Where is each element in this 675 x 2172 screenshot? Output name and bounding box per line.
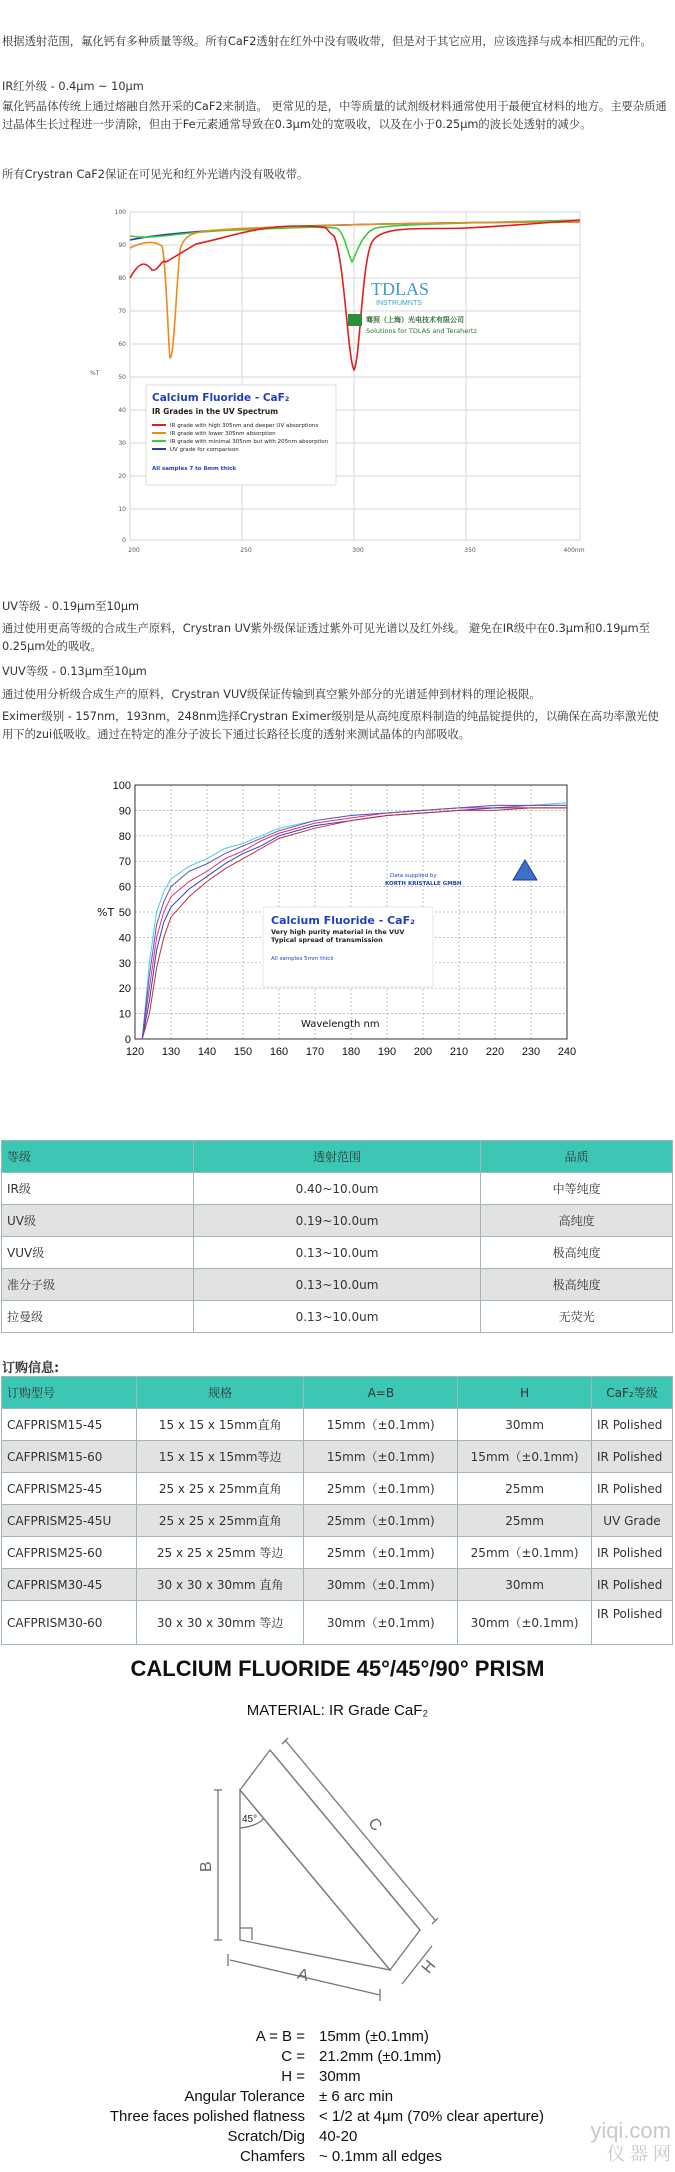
company-slogan: Solutions for TDLAS and Terahertz — [366, 327, 477, 335]
chart1-xtick: 250 — [240, 547, 252, 554]
spec-key: A = B = — [255, 2028, 305, 2045]
spec-row — [0, 2108, 675, 2128]
chart1-ytick: 70 — [118, 308, 126, 315]
legend-entry: IR grade with lower 305nm absorption — [170, 431, 276, 437]
chart2-xtick: 140 — [197, 1046, 217, 1058]
table-header-row — [2, 1377, 673, 1409]
h-cell: 30mm（±0.1mm) — [458, 1601, 592, 1645]
legend-entry: IR grade with minimal 305nm but with 205nm absorption — [170, 439, 329, 445]
range-cell: 0.13~10.0um — [193, 1269, 481, 1301]
chart2-xtick: 150 — [233, 1046, 253, 1058]
quality-cell: 无荧光 — [481, 1301, 673, 1333]
eximer-grade-paragraph: Eximer级别 - 157nm，193nm，248nm选择Crystran Eximer级别是从高纯度原料制造的纯晶锭提供的，以确保在高功率激光使用下的zui低吸收。通过在特定的准分子波长下通过长路径长度的透射来测试晶体的内部吸收。 — [2, 710, 659, 741]
grade-cell: UV级 — [2, 1205, 194, 1237]
chart2-ytick: 0 — [124, 1034, 131, 1046]
chart1-legend-box — [146, 385, 336, 485]
chart2-xtick: 170 — [305, 1046, 325, 1058]
intro-paragraph: 根据透射范围，氟化钙有多种质量等级。所有CaF2透射在红外中没有吸收带，但是对于其它应用，应该选择与成本相匹配的元件。 — [2, 35, 652, 48]
prism-label-b: B — [198, 1861, 215, 1872]
table-header-cell: 等级 — [2, 1141, 194, 1173]
caf2-grade-cell: IR Polished — [592, 1473, 673, 1505]
table-header-cell: CaF₂等级 — [592, 1377, 673, 1409]
spec-cell: 30 x 30 x 30mm 直角 — [136, 1569, 304, 1601]
spec-value: < 1/2 at 4μm (70% clear aperture) — [319, 2108, 544, 2125]
chart1-xtick: 200 — [128, 547, 140, 554]
chart2-ytick: 30 — [118, 957, 131, 970]
part-number-cell: CAFPRISM15-60 — [2, 1441, 137, 1473]
prism-diagram — [170, 1740, 470, 2020]
table-header-cell: 订购型号 — [2, 1377, 137, 1409]
prism-front-face — [240, 1790, 390, 1970]
caf2-grade-cell: UV Grade — [592, 1505, 673, 1537]
chart1-xtick: 350 — [464, 547, 476, 554]
table-row — [2, 1269, 673, 1301]
spec-row — [0, 2028, 675, 2048]
chart2-ytick: 70 — [118, 856, 131, 869]
chart2-subtitle-line: Typical spread of transmission — [271, 936, 383, 944]
spec-value: ± 6 arc min — [319, 2088, 394, 2105]
order-info-title: 订购信息: — [2, 1361, 60, 1376]
spec-key: C = — [281, 2048, 305, 2065]
chart2-xtick: 180 — [341, 1046, 361, 1058]
grade-cell: 拉曼级 — [2, 1301, 194, 1333]
chart2-xtick: 130 — [161, 1046, 181, 1058]
chart1-ytick: 0 — [122, 537, 126, 544]
spec-key: Scratch/Dig — [227, 2128, 305, 2145]
prism-angle-label: 45° — [242, 1814, 258, 1825]
chart1-ytick: 50 — [118, 374, 126, 381]
quality-cell: 极高纯度 — [481, 1269, 673, 1301]
table-header-cell: H — [458, 1377, 592, 1409]
chart2-legend-box — [263, 907, 433, 987]
chart2-xtick: 160 — [269, 1046, 289, 1058]
spec-row — [0, 2048, 675, 2068]
brand-subname: INSTRUMNTS — [376, 300, 422, 307]
chart1-ylabel: %T — [90, 370, 100, 377]
chart1-xtick: 400nm — [563, 547, 585, 554]
spec-row — [0, 2068, 675, 2088]
chart1-subtitle: IR Grades in the UV Spectrum — [152, 407, 279, 416]
part-number-cell: CAFPRISM25-45 — [2, 1473, 137, 1505]
table-row — [2, 1301, 673, 1333]
quality-cell: 极高纯度 — [481, 1237, 673, 1269]
range-cell: 0.13~10.0um — [193, 1301, 481, 1333]
table-row — [2, 1601, 673, 1645]
chart2-xtick: 210 — [449, 1046, 469, 1058]
chart2-ylabel: %T — [97, 906, 115, 919]
ab-cell: 15mm（±0.1mm) — [304, 1441, 458, 1473]
spec-cell: 30 x 30 x 30mm 等边 — [136, 1601, 304, 1645]
chart1-ytick: 60 — [118, 341, 126, 348]
brand-name: TDLAS — [371, 279, 429, 299]
chart2-xlabel: Wavelength nm — [301, 1019, 380, 1030]
chart2-ytick: 40 — [118, 932, 131, 945]
spec-value: 40-20 — [319, 2128, 358, 2145]
company-logo-icon — [348, 314, 362, 326]
prism-label-c: C — [364, 1814, 385, 1835]
caf2-grade-cell: IR Polished — [592, 1537, 673, 1569]
caf2-grade-cell: IR Polished — [592, 1601, 673, 1645]
spec-key: Chamfers — [239, 2148, 305, 2165]
quality-cell: 中等纯度 — [481, 1173, 673, 1205]
grades-table — [1, 1140, 673, 1333]
chart2-xtick: 240 — [557, 1046, 577, 1058]
table-row — [2, 1237, 673, 1269]
spec-cell: 15 x 15 x 15mm等边 — [136, 1441, 304, 1473]
chart1-note: All samples 7 to 8mm thick — [152, 466, 237, 472]
spec-key: H = — [281, 2068, 305, 2085]
spec-cell: 25 x 25 x 25mm直角 — [136, 1505, 304, 1537]
ir-grade-paragraph: 氟化钙晶体传统上通过熔融自然开采的CaF2来制造。 更常见的是，中等质量的试剂级材料通常使用于最便宜材料的地方。主要杂质通过晶体生长过程进一步清除，但由于Fe元素通常导致在0.3μm处的宽吸收，以及在小于0.25μm的波长处透射的减少。 — [2, 100, 667, 131]
ab-cell: 25mm（±0.1mm) — [304, 1537, 458, 1569]
part-number-cell: CAFPRISM15-45 — [2, 1409, 137, 1441]
spec-cell: 25 x 25 x 25mm直角 — [136, 1473, 304, 1505]
vuv-grade-heading: VUV等级 - 0.13μm至10μm — [2, 665, 147, 678]
table-header-row — [2, 1141, 673, 1173]
chart1-ytick: 10 — [118, 506, 126, 513]
chart1-ytick: 90 — [118, 242, 126, 249]
part-number-cell: CAFPRISM30-60 — [2, 1601, 137, 1645]
spec-key: Angular Tolerance — [184, 2088, 305, 2105]
spec-value: 15mm (±0.1mm) — [319, 2028, 429, 2045]
table-row — [2, 1441, 673, 1473]
ab-cell: 30mm（±0.1mm) — [304, 1569, 458, 1601]
table-header-cell: A=B — [304, 1377, 458, 1409]
chart2-ytick: 50 — [118, 907, 131, 919]
prism-material: MATERIAL: IR Grade CaF₂ — [246, 1702, 429, 1719]
vuv-grade-paragraph: 通过使用分析级合成生产的原料，Crystran VUV级保证传输到真空紫外部分的光谱延伸到材料的理论极限。 — [2, 688, 541, 701]
table-row — [2, 1569, 673, 1601]
supplier-name: KORTH KRISTALLE GMBH — [385, 881, 462, 887]
h-cell: 15mm（±0.1mm) — [458, 1441, 592, 1473]
chart2-xtick: 200 — [413, 1046, 433, 1058]
table-row — [2, 1409, 673, 1441]
part-number-cell: CAFPRISM25-60 — [2, 1537, 137, 1569]
range-cell: 0.40~10.0um — [193, 1173, 481, 1205]
grade-cell: 准分子级 — [2, 1269, 194, 1301]
ordering-table — [1, 1376, 673, 1645]
ab-cell: 15mm（±0.1mm) — [304, 1409, 458, 1441]
prism-hypotenuse-face — [240, 1750, 420, 1970]
chart1-ytick: 80 — [118, 275, 126, 282]
caf2-grade-cell: IR Polished — [592, 1441, 673, 1473]
chart1-ytick: 20 — [118, 473, 126, 480]
chart2-ytick: 10 — [118, 1008, 131, 1021]
watermark-line: 仪 器 网 — [606, 2144, 671, 2164]
table-row — [2, 1173, 673, 1205]
h-cell: 25mm（±0.1mm) — [458, 1537, 592, 1569]
chart2-ytick: 80 — [118, 830, 131, 843]
vuv-transmission-chart — [97, 770, 585, 1075]
prism-title: CALCIUM FLUORIDE 45°/45°/90° PRISM — [130, 1656, 545, 1681]
table-header-cell: 品质 — [481, 1141, 673, 1173]
chart2-subtitle-line: Very high purity material in the VUV — [271, 928, 405, 936]
ab-cell: 30mm（±0.1mm) — [304, 1601, 458, 1645]
chart2-ytick: 100 — [112, 780, 131, 792]
spec-value: ~ 0.1mm all edges — [319, 2148, 442, 2165]
table-row — [2, 1473, 673, 1505]
ab-cell: 25mm（±0.1mm) — [304, 1505, 458, 1537]
table-row — [2, 1537, 673, 1569]
prism-label-h: H — [418, 1957, 440, 1978]
chart2-ytick: 90 — [118, 805, 131, 818]
uv-grade-heading: UV等级 - 0.19μm至10μm — [2, 600, 140, 613]
chart1-ytick: 100 — [114, 209, 126, 216]
part-number-cell: CAFPRISM30-45 — [2, 1569, 137, 1601]
company-name: 骞照（上海）光电技术有限公司 — [366, 316, 464, 324]
spec-cell: 15 x 15 x 15mm直角 — [136, 1409, 304, 1441]
table-header-cell: 透射范围 — [193, 1141, 481, 1173]
spec-value: 21.2mm (±0.1mm) — [319, 2048, 442, 2065]
chart2-ytick: 60 — [118, 881, 131, 894]
chart1-ytick: 30 — [118, 440, 126, 447]
chart2-note: All samples 5mm thick — [271, 956, 334, 962]
chart2-xtick: 220 — [485, 1046, 505, 1058]
h-cell: 30mm — [458, 1409, 592, 1441]
caf2-grade-cell: IR Polished — [592, 1409, 673, 1441]
prism-label-a: A — [295, 1965, 311, 1985]
watermark-line: yiqi.com — [590, 2118, 671, 2143]
legend-entry: IR grade with high 305nm and deeper UV absorptions — [170, 423, 319, 429]
chart2-title: Calcium Fluoride - CaF₂ — [271, 914, 415, 927]
spec-value: 30mm — [319, 2068, 361, 2085]
ir-grade-note: 所有Crystran CaF2保证在可见光和红外光谱内没有吸收带。 — [2, 168, 309, 181]
part-number-cell: CAFPRISM25-45U — [2, 1505, 137, 1537]
caf2-grade-cell: IR Polished — [592, 1569, 673, 1601]
spec-row — [0, 2128, 675, 2148]
grade-cell: VUV级 — [2, 1237, 194, 1269]
ir-grade-heading: IR红外级 - 0.4μm ~ 10μm — [2, 80, 144, 93]
uv-grade-paragraph: 通过使用更高等级的合成生产原料，Crystran UV紫外级保证透过紫外可见光谱以及红外线。 避免在IR级中在0.3μm和0.19μm至0.25μm处的吸收。 — [2, 622, 650, 653]
chart2-ytick: 20 — [118, 983, 131, 996]
h-cell: 25mm — [458, 1473, 592, 1505]
chart1-xtick: 300 — [352, 547, 364, 554]
spec-row — [0, 2088, 675, 2108]
ab-cell: 25mm（±0.1mm) — [304, 1473, 458, 1505]
spec-row — [0, 2148, 675, 2168]
chart1-title: Calcium Fluoride - CaF₂ — [152, 392, 290, 404]
ir-grades-uv-chart — [86, 200, 590, 558]
chart2-xtick: 230 — [521, 1046, 541, 1058]
chart1-ytick: 40 — [118, 407, 126, 414]
grade-cell: IR级 — [2, 1173, 194, 1205]
h-cell: 25mm — [458, 1505, 592, 1537]
range-cell: 0.13~10.0um — [193, 1237, 481, 1269]
table-row — [2, 1505, 673, 1537]
legend-entry: UV grade for comparison — [170, 447, 239, 453]
chart2-xtick: 190 — [377, 1046, 397, 1058]
quality-cell: 高纯度 — [481, 1205, 673, 1237]
table-row — [2, 1205, 673, 1237]
h-cell: 30mm — [458, 1569, 592, 1601]
spec-key: Three faces polished flatness — [109, 2108, 305, 2125]
watermark — [590, 2118, 671, 2166]
spec-cell: 25 x 25 x 25mm 等边 — [136, 1537, 304, 1569]
range-cell: 0.19~10.0um — [193, 1205, 481, 1237]
chart2-xtick: 120 — [125, 1046, 145, 1058]
supplier-line: Data supplied by — [390, 873, 437, 879]
table-header-cell: 规格 — [136, 1377, 304, 1409]
